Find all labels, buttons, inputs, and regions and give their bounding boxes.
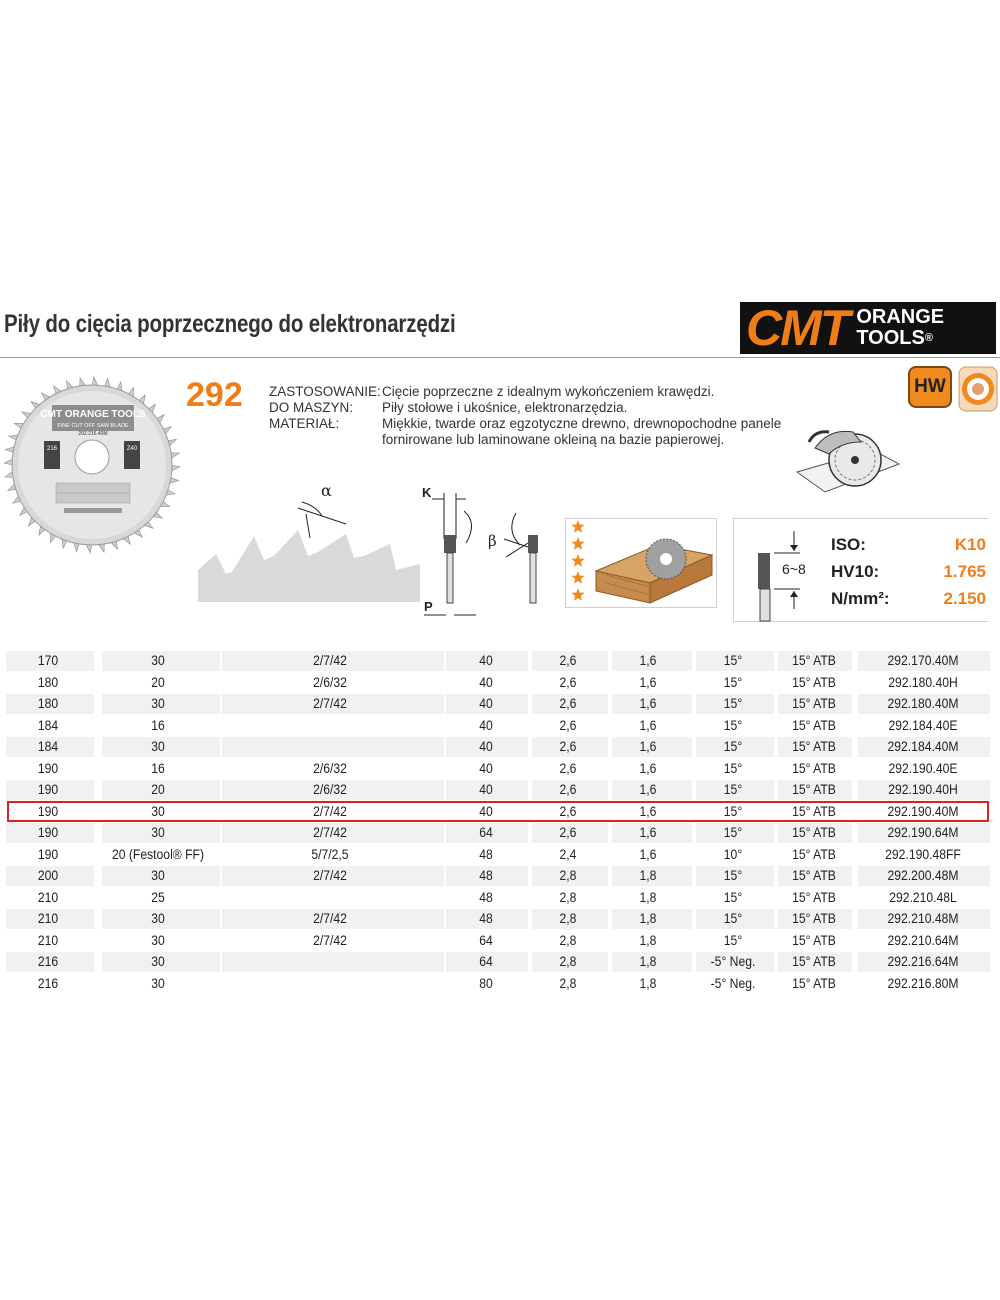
table-cell: 210 <box>37 911 59 926</box>
table-cell: 20 <box>151 782 165 797</box>
table-row <box>6 973 990 995</box>
table-cell: -5° Neg. <box>710 975 756 991</box>
table-cell: 20 <box>151 674 165 690</box>
table-cell: 184 <box>37 717 59 733</box>
table-cell: 292.216.64M <box>887 954 959 969</box>
table-row <box>6 822 990 844</box>
saw-blade-image <box>4 365 184 565</box>
table-cell: 15° ATB <box>792 889 836 905</box>
table-cell: 16 <box>151 717 165 733</box>
blade-teeth-text: Z40 <box>126 446 138 452</box>
k-symbol: K <box>422 485 432 500</box>
table-cell: 40 <box>479 674 493 690</box>
table-cell: 292.200.48M <box>887 868 959 883</box>
table-cell: 1,6 <box>639 760 657 776</box>
table-row <box>6 736 990 758</box>
table-cell: 2,6 <box>559 803 577 819</box>
table-cell: 15° <box>723 868 743 883</box>
table-cell <box>233 736 427 758</box>
table-cell: 30 <box>151 975 165 991</box>
table-cell: 15° <box>723 911 743 926</box>
rating-star-icon <box>571 554 584 567</box>
table-cell: 1,8 <box>639 911 657 926</box>
table-cell: 15° ATB <box>792 696 836 711</box>
logo-subtitle <box>856 307 944 349</box>
table-cell: 2,6 <box>559 717 577 733</box>
table-row <box>6 887 990 909</box>
series-number: 292 <box>186 376 243 414</box>
table-cell: 190 <box>37 825 59 840</box>
blade-code-text: 292.216.40M <box>78 431 108 437</box>
table-cell: 30 <box>151 868 165 883</box>
page-title: Piły do cięcia poprzecznego do elektronarzędzi <box>4 310 456 338</box>
table-cell: 1,6 <box>639 674 657 690</box>
table-cell: 2,6 <box>559 696 577 711</box>
table-cell: 15° ATB <box>792 868 836 883</box>
blade-name-text: FINE CUT OFF SAW BLADE <box>57 423 129 429</box>
table-cell: 200 <box>37 868 59 883</box>
spec-label: ZASTOSOWANIE: <box>269 384 381 399</box>
table-cell: 2,6 <box>559 653 577 668</box>
table-cell: 292.190.48FF <box>885 846 961 862</box>
table-cell: 48 <box>479 911 493 926</box>
table-cell: 292.170.40M <box>887 653 959 668</box>
table-cell: 184 <box>37 739 59 754</box>
table-cell: 40 <box>479 760 493 776</box>
table-cell: 15° <box>723 717 743 733</box>
tooth-angle-diagram <box>198 478 428 608</box>
title-divider <box>0 357 1000 358</box>
spec-value: Miękkie, twarde oraz egzotyczne drewno, drewnopochodne panele <box>382 416 782 431</box>
table-cell: 1,6 <box>639 803 657 819</box>
table-cell: 30 <box>151 932 165 948</box>
table-cell: 40 <box>479 782 493 797</box>
table-cell: 1,6 <box>639 782 657 797</box>
table-cell: 48 <box>479 868 493 883</box>
table-cell: 1,6 <box>639 653 657 668</box>
table-cell: 30 <box>151 911 165 926</box>
table-cell: 30 <box>151 739 165 754</box>
gap-label: 6~8 <box>782 561 806 577</box>
property-label: N/mm²: <box>831 589 890 608</box>
table-cell <box>233 887 427 909</box>
highlighted-row-outline <box>7 801 989 822</box>
property-label: ISO: <box>831 535 866 554</box>
table-cell: 292.216.80M <box>887 975 959 991</box>
table-cell: 40 <box>479 717 493 733</box>
table-row <box>6 844 990 866</box>
table-cell: 15° <box>723 696 743 711</box>
table-cell: 1,8 <box>639 954 657 969</box>
table-cell: 10° <box>723 846 743 862</box>
table-cell: 210 <box>37 932 59 948</box>
table-row <box>6 930 990 952</box>
table-cell: 5/7/2,5 <box>311 846 349 862</box>
table-cell: 1,6 <box>639 696 657 711</box>
table-cell: -5° Neg. <box>710 954 756 969</box>
table-row <box>6 951 990 973</box>
table-cell: 2,4 <box>559 846 577 862</box>
table-cell: 40 <box>479 803 493 819</box>
circular-saw-image <box>795 420 905 510</box>
logo-sub-line2: TOOLS® <box>856 327 933 349</box>
table-cell: 15° ATB <box>792 739 836 754</box>
table-cell: 64 <box>479 932 493 948</box>
table-cell: 2/7/42 <box>313 653 347 668</box>
table-cell: 216 <box>37 975 59 991</box>
spec-values <box>382 384 802 448</box>
table-cell: 292.190.40M <box>887 803 959 819</box>
beta-symbol: β <box>488 532 497 550</box>
table-cell: 40 <box>479 653 493 668</box>
table-cell: 80 <box>479 975 493 991</box>
table-cell: 30 <box>151 954 165 969</box>
logo-brand: CMT <box>746 300 849 356</box>
rating-star-icon <box>571 520 584 533</box>
table-cell: 170 <box>37 653 59 668</box>
table-cell <box>233 715 427 737</box>
spec-label: DO MASZYN: <box>269 400 354 415</box>
quality-rating-box <box>565 518 717 608</box>
rating-star-icon <box>571 588 584 601</box>
table-cell: 15° ATB <box>792 932 836 948</box>
table-cell: 48 <box>479 889 493 905</box>
table-cell: 1,8 <box>639 889 657 905</box>
table-cell: 292.190.64M <box>887 825 959 840</box>
table-cell: 15° <box>723 932 743 948</box>
table-cell: 292.184.40E <box>888 717 958 733</box>
kerf-diagram <box>420 483 550 623</box>
table-cell: 15° <box>723 739 743 754</box>
table-cell: 64 <box>479 825 493 840</box>
table-cell: 1,8 <box>639 868 657 883</box>
safety-badge-icon <box>958 366 998 412</box>
table-cell: 15° ATB <box>792 954 836 969</box>
table-cell: 180 <box>37 696 59 711</box>
property-value: K10 <box>954 535 986 554</box>
table-cell: 2/7/42 <box>313 868 347 883</box>
table-cell: 292.190.40H <box>888 782 958 797</box>
table-cell: 292.210.48M <box>887 911 959 926</box>
table-cell: 1,6 <box>639 846 657 862</box>
table-cell: 2,6 <box>559 760 577 776</box>
table-cell <box>233 973 427 995</box>
table-cell: 1,6 <box>639 717 657 733</box>
table-cell: 2/6/32 <box>313 782 347 797</box>
table-cell: 2,8 <box>559 932 577 948</box>
table-row <box>6 650 990 672</box>
table-cell: 2/7/42 <box>313 696 347 711</box>
table-cell: 2,6 <box>559 739 577 754</box>
table-cell: 292.180.40H <box>888 674 958 690</box>
table-cell: 190 <box>37 760 59 776</box>
property-value: 2.150 <box>943 589 986 608</box>
rating-star-icon <box>571 571 584 584</box>
table-cell: 64 <box>479 954 493 969</box>
table-cell: 2/7/42 <box>313 932 347 948</box>
table-cell: 2,8 <box>559 954 577 969</box>
table-cell: 15° ATB <box>792 653 836 668</box>
table-cell: 292.184.40M <box>887 739 959 754</box>
table-cell: 292.210.48L <box>889 889 957 905</box>
table-cell: 15° <box>723 889 743 905</box>
table-cell: 2,6 <box>559 782 577 797</box>
property-row <box>831 535 986 559</box>
table-row <box>6 908 990 930</box>
property-value: 1.765 <box>943 562 986 581</box>
table-cell: 40 <box>479 696 493 711</box>
property-label: HV10: <box>831 562 880 581</box>
table-cell: 2/7/42 <box>313 825 347 840</box>
property-row <box>831 562 986 586</box>
spec-value: Piły stołowe i ukośnice, elektronarzędzia. <box>382 400 628 415</box>
table-cell: 48 <box>479 846 493 862</box>
table-cell: 15° <box>723 653 743 668</box>
table-cell: 20 (Festool® FF) <box>111 846 204 862</box>
spec-label: MATERIAŁ: <box>269 416 340 431</box>
table-cell: 15° <box>723 803 743 819</box>
spec-value: Cięcie poprzeczne z idealnym wykończeniem krawędzi. <box>382 384 715 399</box>
table-cell: 292.180.40M <box>887 696 959 711</box>
hardness-box <box>733 518 988 622</box>
p-symbol: P <box>424 599 433 614</box>
table-cell: 210 <box>37 889 59 905</box>
table-cell: 16 <box>151 760 165 776</box>
table-cell: 15° ATB <box>792 975 836 991</box>
table-cell: 30 <box>151 825 165 840</box>
table-row <box>6 672 990 694</box>
table-cell: 2,6 <box>559 825 577 840</box>
product-table <box>6 650 990 994</box>
table-cell: 15° ATB <box>792 846 836 862</box>
table-cell: 15° ATB <box>792 760 836 776</box>
table-cell: 2/6/32 <box>313 760 347 776</box>
property-row <box>831 589 986 613</box>
table-cell: 216 <box>37 954 59 969</box>
table-cell: 2/7/42 <box>313 911 347 926</box>
wood-cut-image <box>566 519 716 607</box>
blade-brand-text: CMT ORANGE TOOLS <box>40 409 146 420</box>
table-cell: 15° ATB <box>792 911 836 926</box>
table-cell: 30 <box>151 653 165 668</box>
table-cell: 15° <box>723 760 743 776</box>
table-cell: 1,8 <box>639 932 657 948</box>
table-cell: 2/6/32 <box>313 674 347 690</box>
table-cell: 30 <box>151 696 165 711</box>
table-cell: 2/7/42 <box>313 803 347 819</box>
table-cell: 190 <box>37 846 59 862</box>
table-cell: 15° <box>723 825 743 840</box>
table-cell: 1,6 <box>639 825 657 840</box>
table-cell: 292.190.40E <box>888 760 958 776</box>
table-cell: 15° <box>723 782 743 797</box>
table-cell: 15° ATB <box>792 782 836 797</box>
hw-badge: HW <box>908 366 952 408</box>
table-cell <box>233 951 427 973</box>
cmt-logo <box>740 302 996 354</box>
table-cell: 15° ATB <box>792 803 836 819</box>
alpha-symbol: α <box>321 481 332 500</box>
table-cell: 40 <box>479 739 493 754</box>
table-cell: 292.210.64M <box>887 932 959 948</box>
table-cell: 30 <box>151 803 165 819</box>
table-row <box>6 758 990 780</box>
blade-diameter-text: 216 <box>46 446 58 452</box>
table-row <box>6 865 990 887</box>
table-cell: 1,6 <box>639 739 657 754</box>
table-cell: 2,8 <box>559 889 577 905</box>
table-cell: 2,8 <box>559 911 577 926</box>
table-cell: 15° ATB <box>792 717 836 733</box>
table-cell: 180 <box>37 674 59 690</box>
table-cell: 2,8 <box>559 975 577 991</box>
table-cell: 2,8 <box>559 868 577 883</box>
table-cell: 2,6 <box>559 674 577 690</box>
table-row <box>6 693 990 715</box>
rating-star-icon <box>571 537 584 550</box>
table-cell: 1,8 <box>639 975 657 991</box>
table-cell: 15° ATB <box>792 825 836 840</box>
table-row <box>6 715 990 737</box>
logo-sub-line1: ORANGE <box>856 306 945 328</box>
spec-value: fornirowane lub laminowane okleiną na bazie papierowej. <box>382 432 725 447</box>
table-row <box>6 779 990 801</box>
table-cell: 25 <box>151 889 165 905</box>
table-cell: 15° ATB <box>792 674 836 690</box>
spec-labels <box>269 384 381 432</box>
table-cell: 15° <box>723 674 743 690</box>
table-cell: 190 <box>37 782 59 797</box>
table-cell: 190 <box>37 803 59 819</box>
